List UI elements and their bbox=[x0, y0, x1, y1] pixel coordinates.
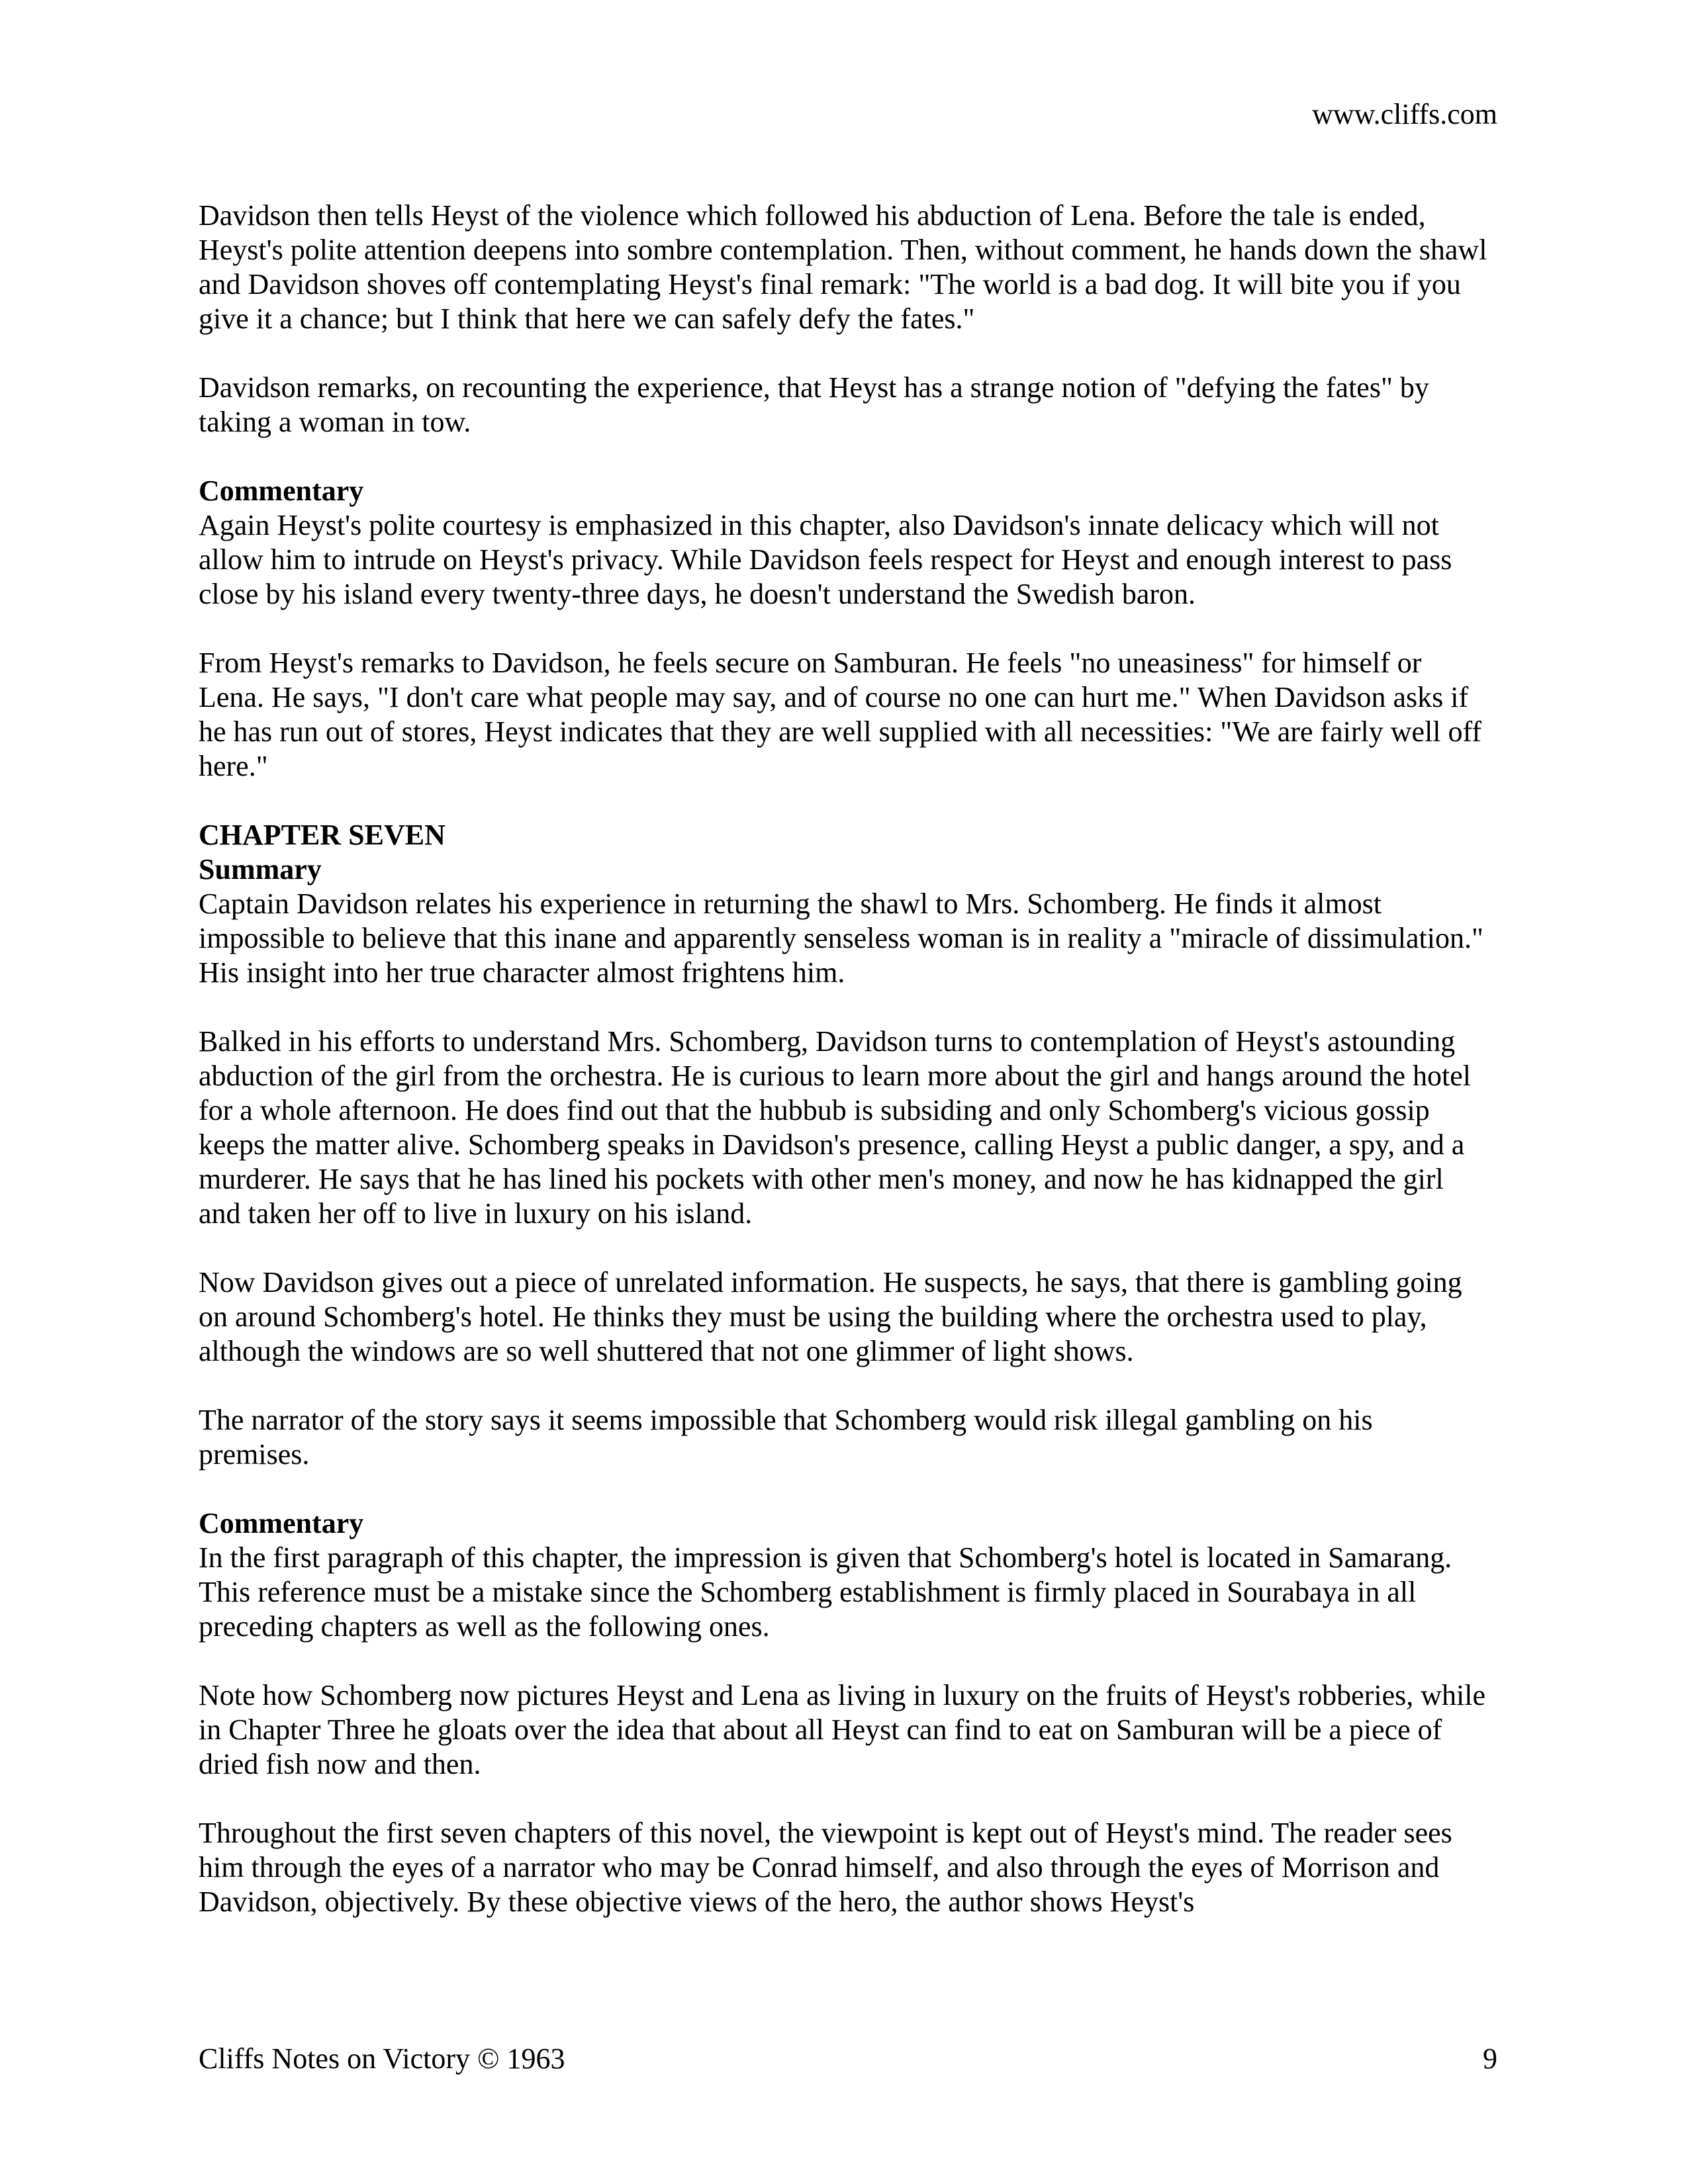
summary-heading: Summary bbox=[199, 853, 322, 886]
paragraph: Throughout the first seven chapters of this novel, the viewpoint is kept out of Heyst's mind. The reader sees him through the eyes of a narrator who may be Conrad himself, and also through the eyes of Morrison and Davidson, objectively. By these objective views of the hero, the author shows Heyst's bbox=[199, 1817, 1452, 1918]
paragraph: Captain Davidson relates his experience in returning the shawl to Mrs. Schomberg. He finds it almost impossible to believe that this inane and apparently senseless woman is in reality a "miracle of dissimulation." His insight into her true character almost frightens him. bbox=[199, 887, 1483, 989]
chapter-heading: CHAPTER SEVEN bbox=[199, 819, 445, 851]
paragraph: Davidson then tells Heyst of the violence which followed his abduction of Lena. Before the tale is ended, Heyst's polite attention deepens into sombre contemplation. Then, without comment, he hands down the shawl and Davidson shoves off contemplating Heyst's final remark: "The world is a bad dog. It will bite you if you give it a chance; but I think that here we can safely defy the fates." bbox=[199, 199, 1487, 335]
chapter-seven-section bbox=[199, 818, 1489, 990]
paragraph: From Heyst's remarks to Davidson, he feels secure on Samburan. He feels "no uneasiness" for himself or Lena. He says, "I don't care what people may say, and of course no one can hurt me." When Davidson asks if he has run out of stores, Heyst indicates that they are well supplied with all necessities: "We are fairly well off here." bbox=[199, 647, 1482, 782]
page-number: 9 bbox=[1483, 2042, 1497, 2075]
document-body bbox=[199, 199, 1489, 1954]
paragraph: Balked in his efforts to understand Mrs. Schomberg, Davidson turns to contemplation of Heyst's astounding abduction of the girl from the orchestra. He is curious to learn more about the girl and hangs around the hotel for a whole afternoon. He does find out that the hubbub is subsiding and only Schomberg's vicious gossip keeps the matter alive. Schomberg speaks in Davidson's presence, calling Heyst a public danger, a spy, and a murderer. He says that he has lined his pockets with other men's money, and now he has kidnapped the girl and taken her off to live in luxury on his island. bbox=[199, 1025, 1471, 1230]
paragraph: The narrator of the story says it seems impossible that Schomberg would risk illegal gambling on his premises. bbox=[199, 1404, 1373, 1471]
paragraph: Davidson remarks, on recounting the experience, that Heyst has a strange notion of "defying the fates" by taking a woman in tow. bbox=[199, 371, 1429, 438]
page-header-site: www.cliffs.com bbox=[1312, 98, 1497, 130]
commentary-section bbox=[199, 1506, 1489, 1644]
commentary-heading: Commentary bbox=[199, 475, 364, 507]
paragraph: Again Heyst's polite courtesy is emphasized in this chapter, also Davidson's innate delicacy which will not allow him to intrude on Heyst's privacy. While Davidson feels respect for Heyst and enough interest to pass close by his island every twenty-three days, he doesn't understand the Swedish baron. bbox=[199, 509, 1452, 610]
commentary-heading: Commentary bbox=[199, 1507, 364, 1539]
paragraph: Now Davidson gives out a piece of unrelated information. He suspects, he says, that there is gambling going on around Schomberg's hotel. He thinks they must be using the building where the orchestra used to play, although the windows are so well shuttered that not one glimmer of light shows. bbox=[199, 1266, 1462, 1367]
paragraph: Note how Schomberg now pictures Heyst and Lena as living in luxury on the fruits of Heyst's robberies, while in Chapter Three he gloats over the idea that about all Heyst can find to eat on Samburan will be a piece of dried fish now and then. bbox=[199, 1679, 1485, 1780]
paragraph: In the first paragraph of this chapter, the impression is given that Schomberg's hotel is located in Samarang. This reference must be a mistake since the Schomberg establishment is firmly placed in Sourabaya in all preceding chapters as well as the following ones. bbox=[199, 1541, 1452, 1643]
commentary-section bbox=[199, 474, 1489, 612]
footer-title: Cliffs Notes on Victory © 1963 bbox=[199, 2042, 565, 2075]
